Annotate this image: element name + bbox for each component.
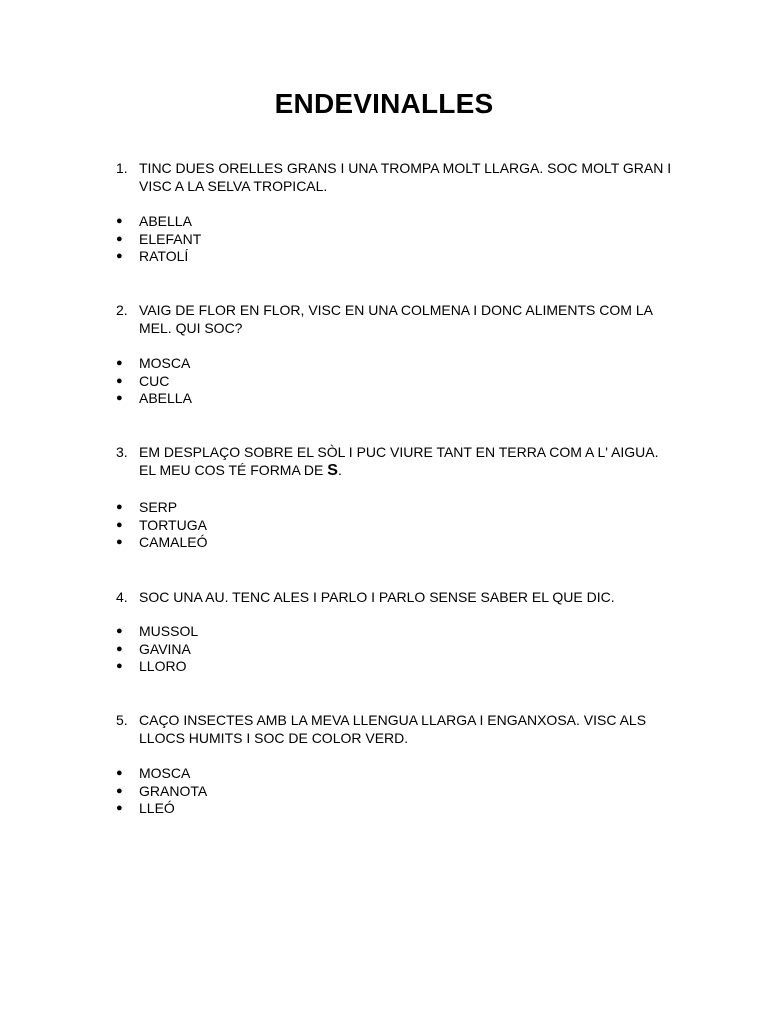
riddle-number: 1. — [116, 160, 128, 176]
riddle-text: TINC DUES ORELLES GRANS I UNA TROMPA MOLT LLARGA. SOC MOLT GRAN I VISC A LA SELVA TROPICAL. — [139, 160, 672, 194]
riddle-text-line-1: EM DESPLAÇO SOBRE EL SÒL I PUC VIURE TANT EN TERRA COM A L' AIGUA. — [139, 444, 659, 460]
option-label: LLEÓ — [139, 800, 175, 816]
riddle-number: 5. — [116, 712, 128, 728]
option-label: TORTUGA — [139, 516, 207, 533]
bullet-icon: ● — [116, 802, 123, 814]
riddle-text — [139, 443, 674, 480]
bullet-icon: ● — [116, 501, 123, 513]
option-label: CAMALEÓ — [139, 534, 208, 550]
bullet-icon: ● — [116, 232, 123, 245]
option-item — [0, 248, 768, 266]
option-item — [0, 623, 768, 641]
option-item — [0, 499, 768, 517]
bullet-icon: ● — [116, 374, 123, 387]
riddle-number: 3. — [116, 444, 128, 460]
bullet-icon: ● — [116, 784, 123, 797]
shape-letter: S — [327, 462, 338, 479]
option-item — [0, 373, 768, 391]
option-item — [0, 355, 768, 373]
option-label: ELEFANT — [139, 230, 202, 247]
option-label: MUSSOL — [139, 623, 199, 639]
option-item — [0, 231, 768, 249]
option-item — [0, 534, 768, 552]
riddle-5-options — [0, 765, 768, 818]
riddle-3-options — [0, 499, 768, 552]
bullet-icon: ● — [116, 536, 123, 548]
option-item — [0, 765, 768, 783]
bullet-icon: ● — [116, 250, 123, 262]
bullet-icon: ● — [116, 518, 123, 531]
option-label: SERP — [139, 499, 178, 515]
option-label: ABELLA — [139, 213, 192, 229]
bullet-icon: ● — [116, 215, 123, 227]
riddle-2-options — [0, 355, 768, 408]
riddle-text-line-2-prefix: EL MEU COS TÉ FORMA DE — [139, 462, 324, 478]
option-item — [0, 783, 768, 801]
riddle-4-options — [0, 623, 768, 676]
option-item — [0, 641, 768, 659]
option-label: CUC — [139, 372, 170, 389]
riddle-text: CAÇO INSECTES AMB LA MEVA LLENGUA LLARGA I ENGANXOSA. VISC ALS LLOCS HUMITS I SOC DE COLOR VERD. — [139, 712, 647, 746]
riddle-1-options — [0, 213, 768, 266]
bullet-icon: ● — [116, 642, 123, 655]
document-title: ENDEVINALLES — [274, 88, 494, 119]
option-item — [0, 517, 768, 535]
riddle-number: 4. — [116, 589, 128, 605]
option-label: MOSCA — [139, 765, 191, 781]
riddle-text-line-2-suffix: . — [337, 462, 342, 478]
option-item — [0, 658, 768, 676]
option-label: RATOLÍ — [139, 248, 189, 264]
bullet-icon: ● — [116, 357, 123, 369]
bullet-icon: ● — [116, 392, 123, 404]
riddle-text: VAIG DE FLOR EN FLOR, VISC EN UNA COLMENA I DONC ALIMENTS COM LA MEL. QUI SOC? — [139, 302, 653, 336]
option-item — [0, 390, 768, 408]
bullet-icon: ● — [116, 625, 123, 637]
option-label: GAVINA — [139, 640, 191, 657]
bullet-icon: ● — [116, 767, 123, 779]
option-item — [0, 213, 768, 231]
bullet-icon: ● — [116, 660, 123, 672]
riddle-text: SOC UNA AU. TENC ALES I PARLO I PARLO SENSE SABER EL QUE DIC. — [139, 589, 615, 605]
option-label: MOSCA — [139, 355, 191, 371]
option-label: ABELLA — [139, 390, 192, 406]
option-label: GRANOTA — [139, 782, 208, 799]
option-item — [0, 800, 768, 818]
riddle-number: 2. — [116, 302, 128, 318]
option-label: LLORO — [139, 658, 187, 674]
